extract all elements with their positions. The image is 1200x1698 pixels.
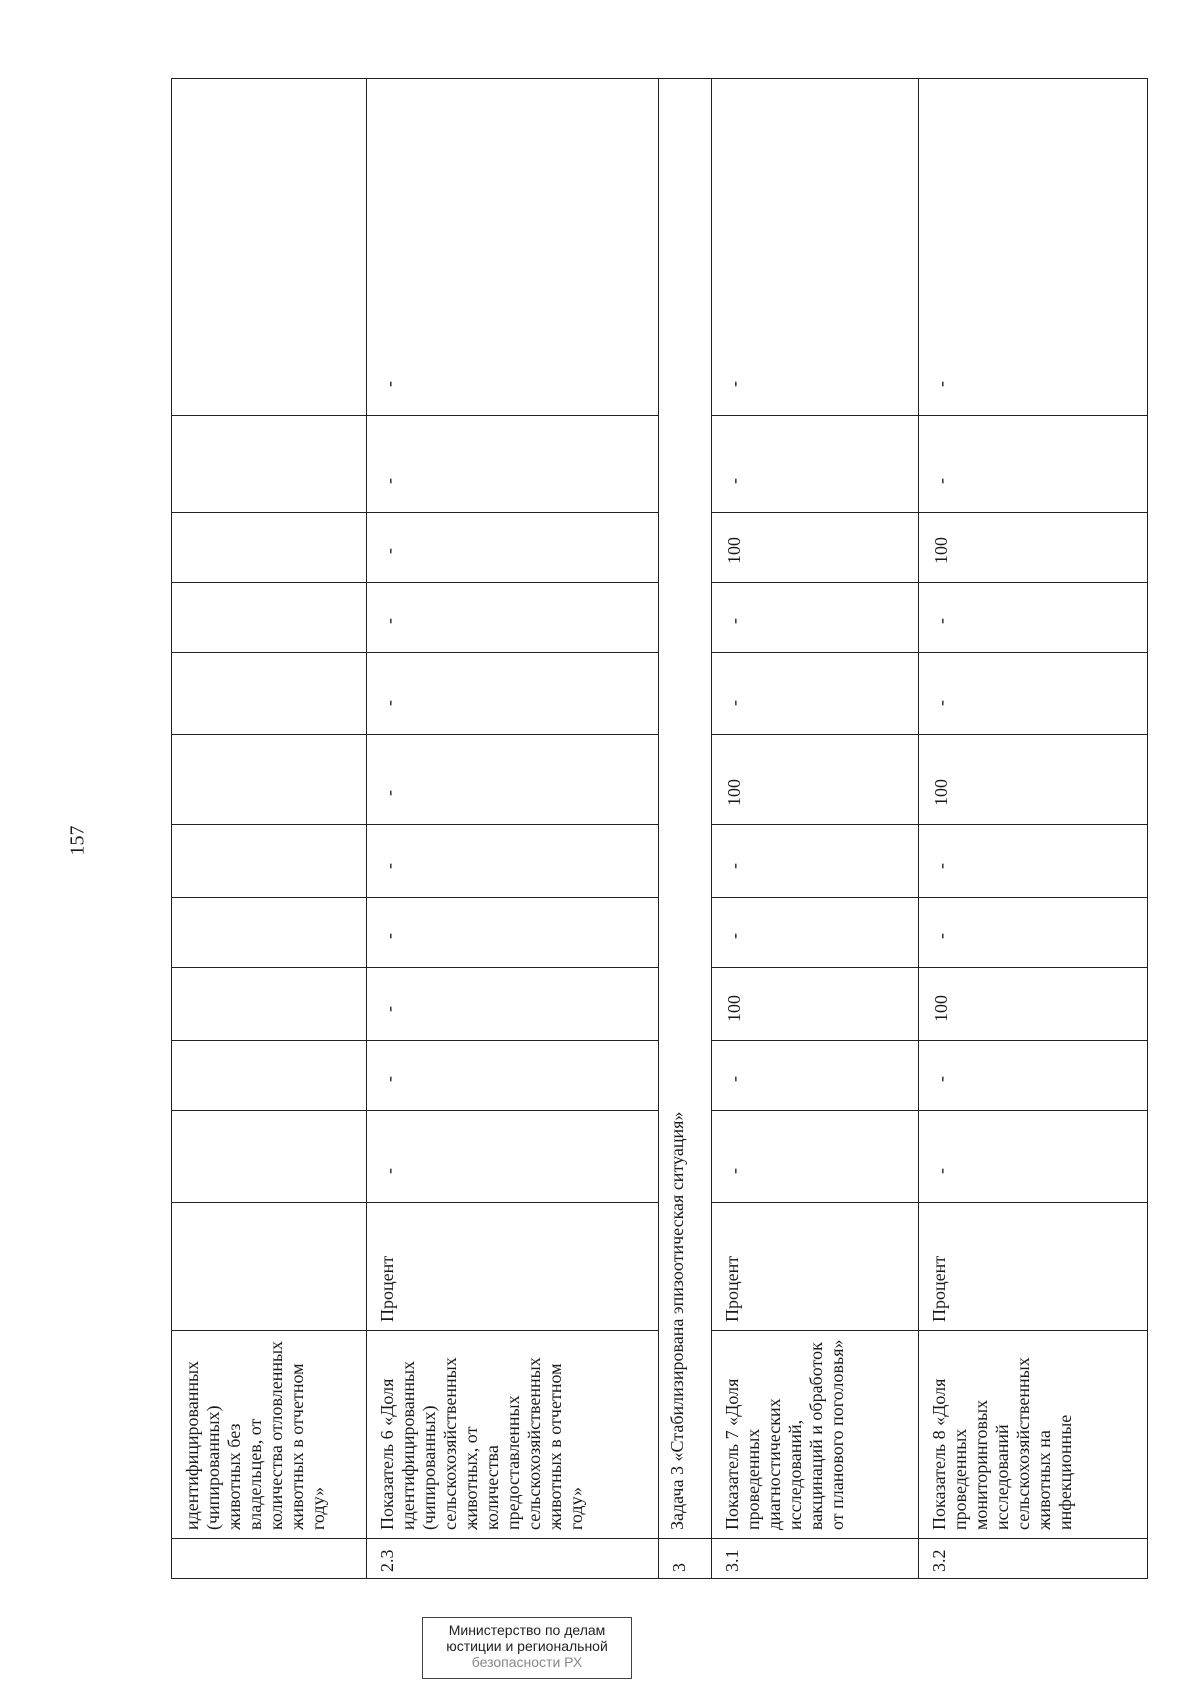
value-cell: -: [712, 653, 919, 735]
value-cell: -: [712, 79, 919, 416]
value-cell: -: [367, 1111, 659, 1203]
ministry-stamp: [422, 1617, 632, 1679]
value-cell: -: [367, 513, 659, 583]
value-cell: 100: [919, 968, 1148, 1041]
unit-cell: [172, 1203, 367, 1331]
stamp-line: Министерство по делам: [448, 1622, 606, 1638]
page-number: 157: [66, 825, 89, 856]
value-cell: -: [712, 1041, 919, 1111]
value-cell: -: [367, 825, 659, 898]
value-cell: -: [712, 898, 919, 968]
value-cell: 100: [712, 513, 919, 583]
stamp-line: безопасности РХ: [471, 1654, 583, 1670]
table-row: [919, 79, 1148, 1579]
value-cell: -: [919, 825, 1148, 898]
value-cell: 100: [919, 513, 1148, 583]
document-table: [171, 78, 1148, 1579]
value-cell: [172, 825, 367, 898]
value-cell: [172, 1041, 367, 1111]
value-cell: 100: [919, 735, 1148, 825]
table-row: [659, 79, 712, 1579]
value-cell: [172, 513, 367, 583]
task-heading: Задача 3 «Стабилизирована эпизоотическая ситуация»: [659, 79, 712, 1539]
value-cell: -: [919, 79, 1148, 416]
value-cell: -: [367, 653, 659, 735]
unit-cell: Процент: [367, 1203, 659, 1331]
stamp-line: юстиции и региональной: [446, 1638, 608, 1654]
value-cell: -: [919, 1111, 1148, 1203]
document-table-container: [171, 79, 1091, 1579]
value-cell: -: [367, 1041, 659, 1111]
value-cell: [172, 968, 367, 1041]
value-cell: -: [919, 583, 1148, 653]
indicator-name: Показатель 7 «Доля проведенных диагностических исследований, вакцинаций и обработок от планового поголовья»: [712, 1331, 919, 1539]
value-cell: -: [919, 416, 1148, 513]
value-cell: -: [367, 968, 659, 1041]
value-cell: -: [919, 653, 1148, 735]
value-cell: 100: [712, 968, 919, 1041]
row-number: 3: [659, 1539, 712, 1579]
value-cell: [172, 416, 367, 513]
value-cell: -: [367, 735, 659, 825]
table-row: [367, 79, 659, 1579]
table-row: [172, 79, 367, 1579]
value-cell: -: [712, 1111, 919, 1203]
value-cell: [172, 653, 367, 735]
value-cell: [172, 1111, 367, 1203]
unit-cell: Процент: [712, 1203, 919, 1331]
value-cell: 100: [712, 735, 919, 825]
unit-cell: Процент: [919, 1203, 1148, 1331]
table-row: [712, 79, 919, 1579]
value-cell: -: [919, 898, 1148, 968]
value-cell: -: [367, 898, 659, 968]
value-cell: [172, 79, 367, 416]
value-cell: -: [367, 416, 659, 513]
value-cell: [172, 898, 367, 968]
row-number: 2.3: [367, 1539, 659, 1579]
value-cell: -: [367, 583, 659, 653]
indicator-name: Показатель 8 «Доля проведенных мониторинговых исследований сельскохозяйственных животных на инфекционные: [919, 1331, 1148, 1539]
value-cell: [172, 583, 367, 653]
row-number: [172, 1539, 367, 1579]
indicator-name: идентифицированных (чипированных) животных без владельцев, от количества отловленных животных в отчетном году»: [172, 1331, 367, 1539]
value-cell: -: [712, 416, 919, 513]
value-cell: [172, 735, 367, 825]
indicator-name: Показатель 6 «Доля идентифицированных (чипированных) сельскохозяйственных животных, от количества предоставленных сельскохозяйственных животных в отчетном году»: [367, 1331, 659, 1539]
row-number: 3.2: [919, 1539, 1148, 1579]
value-cell: -: [367, 79, 659, 416]
value-cell: -: [712, 825, 919, 898]
row-number: 3.1: [712, 1539, 919, 1579]
value-cell: -: [712, 583, 919, 653]
value-cell: -: [919, 1041, 1148, 1111]
